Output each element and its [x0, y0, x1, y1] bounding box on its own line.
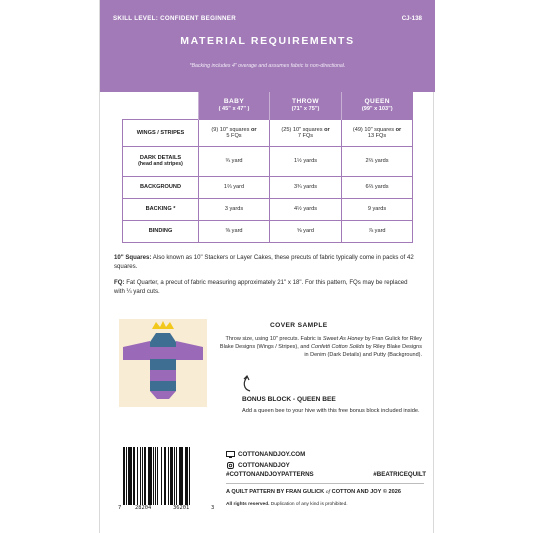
pattern-back-cover — [99, 0, 434, 533]
column-dims: ( 45" x 47" ) — [218, 106, 250, 113]
barcode-digits — [118, 505, 216, 513]
column-name: BABY — [223, 98, 245, 106]
table-cell: 4½ yards — [270, 198, 342, 220]
column-header-queen — [342, 92, 413, 119]
table-row — [123, 146, 413, 176]
table-row — [123, 176, 413, 198]
column-header-baby — [199, 92, 270, 119]
byline: A QUILT PATTERN BY FRAN GULICK of COTTON AND JOY © 2026 — [226, 489, 401, 495]
cover-sample-title: COVER SAMPLE — [270, 322, 328, 329]
table-cell: 3¾ yards — [270, 176, 342, 198]
website-text: COTTONANDJOY.COM — [238, 451, 306, 458]
barcode-bars — [123, 447, 213, 505]
fq-note: FQ: Fat Quarter, a precut of fabric measuring approximately 21" x 18". For this pattern, FQs may be replaced with ¼ yard cuts. — [114, 279, 408, 295]
table-corner — [123, 92, 199, 119]
pattern-code: CJ-138 — [401, 15, 422, 22]
instagram-icon — [226, 462, 235, 469]
column-dims: (71" x 75") — [291, 106, 320, 113]
instagram-link[interactable] — [226, 460, 426, 471]
table-cell: ⅜ yard — [199, 220, 270, 242]
column-dims: (99" x 103") — [361, 106, 393, 113]
table-header-row — [123, 92, 413, 119]
header-band — [100, 0, 435, 92]
skill-level: SKILL LEVEL: CONFIDENT BEGINNER — [113, 15, 236, 22]
column-name: THROW — [292, 98, 319, 106]
upc-barcode — [118, 447, 216, 513]
table-row — [123, 119, 413, 146]
cover-sample-text: Throw size, using 10" precuts. Fabric is Sweet As Honey by Fran Gulick for Riley Blake Designs (Wings / Stripes), and Confetti Cotton Solids by Riley Blake Designs in Denim (Dark Details) and Putty (Background). — [219, 336, 422, 358]
website-link[interactable] — [226, 449, 426, 460]
table-cell: ⅝ yard — [270, 220, 342, 242]
table-cell: 3 yards — [199, 198, 270, 220]
table-cell: ¾ yard — [199, 146, 270, 176]
hashtag-beatricequilt[interactable]: #BEATRICEQUILT — [373, 471, 426, 478]
page-title: MATERIAL REQUIREMENTS — [180, 35, 355, 47]
instagram-text: COTTONANDJOY — [238, 462, 290, 469]
row-label: BACKGROUND — [123, 176, 199, 198]
barcode-digit-left: 28204 — [135, 505, 152, 511]
column-header-throw — [270, 92, 342, 119]
table-row — [123, 220, 413, 242]
bee-quilt-block — [119, 319, 207, 407]
table-cell: 2⅔ yards — [342, 146, 413, 176]
row-label: BACKING * — [123, 198, 199, 220]
material-table — [122, 92, 413, 243]
hashtags — [226, 471, 426, 482]
row-label: BINDING — [123, 220, 199, 242]
computer-icon — [226, 451, 235, 458]
row-label: WINGS / STRIPES — [123, 119, 199, 146]
bonus-block-title: BONUS BLOCK - QUEEN BEE — [242, 396, 336, 403]
table-cell: ⅞ yard — [342, 220, 413, 242]
bonus-block-text: Add a queen bee to your hive with this free bonus block included inside. — [242, 408, 420, 414]
table-cell: 9 yards — [342, 198, 413, 220]
table-cell: (25) 10" squares or 7 FQs — [270, 119, 342, 146]
table-cell: 1⅔ yard — [199, 176, 270, 198]
divider — [226, 483, 424, 484]
table-cell: 1½ yards — [270, 146, 342, 176]
table-cell: 6⅔ yards — [342, 176, 413, 198]
barcode-digit-check: 3 — [211, 505, 215, 511]
table-cell: (9) 10" squares or 5 FQs — [199, 119, 270, 146]
column-name: QUEEN — [364, 98, 390, 106]
curved-arrow-icon — [241, 374, 255, 392]
barcode-digit-lead: 7 — [118, 505, 122, 511]
barcode-bar — [190, 447, 192, 505]
bee-block-illustration — [119, 319, 207, 407]
row-label: DARK DETAILS (head and stripes) — [123, 146, 199, 176]
barcode-digit-right: 36201 — [173, 505, 190, 511]
hashtag-cottonandjoypatterns[interactable]: #COTTONANDJOYPATTERNS — [226, 471, 314, 478]
backing-note: *Backing includes 4" overage and assumes fabric is non-directional. — [189, 63, 346, 69]
squares-note: 10" Squares: Also known as 10" Stackers or Layer Cakes, these precuts of fabric typically come in packs of 42 squares. — [114, 254, 414, 270]
rights-notice: All rights reserved. Duplication of any kind is prohibited. — [226, 502, 348, 507]
contact-links — [226, 449, 426, 482]
table-row — [123, 198, 413, 220]
table-cell: (49) 10" squares or 13 FQs — [342, 119, 413, 146]
